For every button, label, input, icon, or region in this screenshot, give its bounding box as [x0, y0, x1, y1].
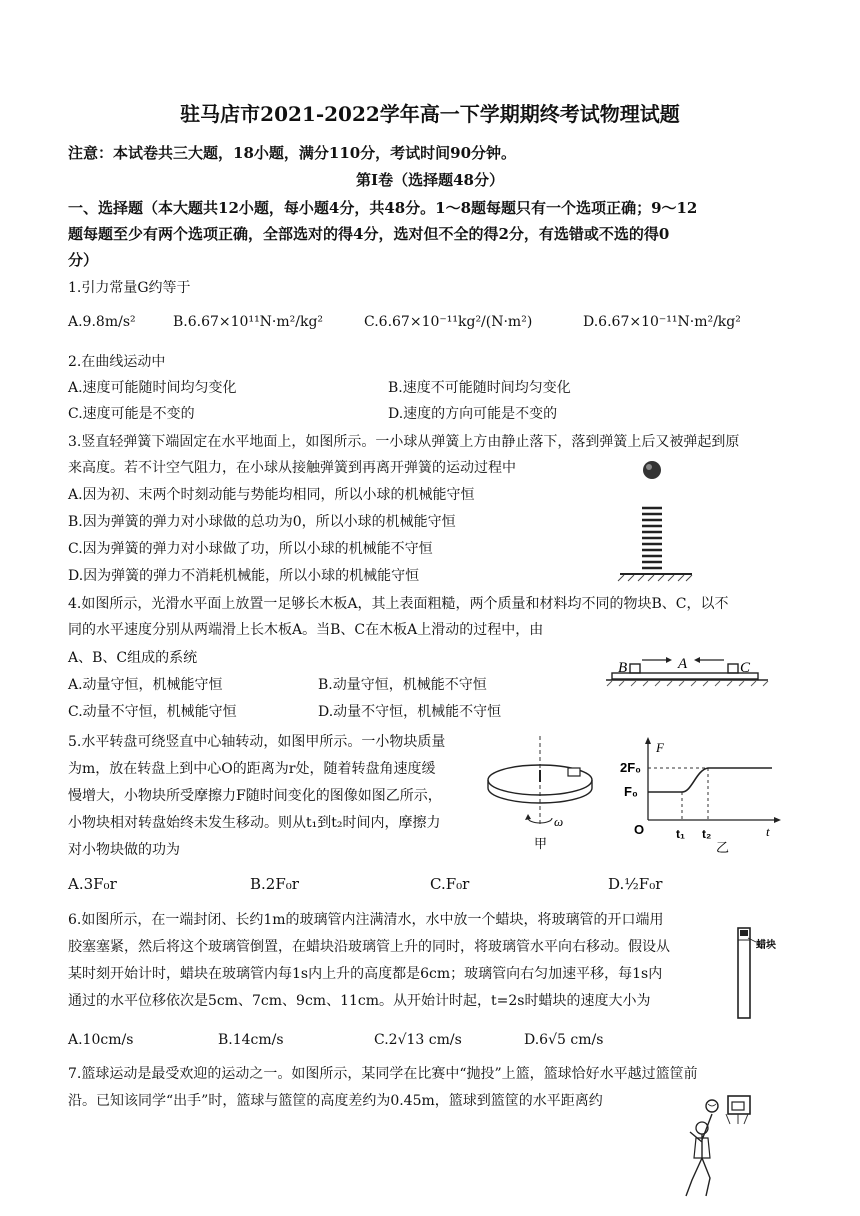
part1-heading: 第Ⅰ卷（选择题48分） — [356, 171, 504, 189]
q4-option-b: B.动量守恒，机械能不守恒 — [318, 677, 487, 693]
q3-option-d: D.因为弹簧的弹力不消耗机械能，所以小球的机械能守恒 — [68, 568, 420, 584]
q6-stem-line3: 某时刻开始计时，蜡块在玻璃管内每1s内上升的高度都是6cm；玻璃管向右匀加速平移，每1s内 — [68, 966, 663, 982]
section1-heading-line3: 分） — [68, 251, 99, 269]
board-blocks-figure — [604, 648, 780, 700]
q5-stem-line1: 5.水平转盘可绕竖直中心轴转动，如图甲所示。一小物块质量 — [68, 734, 446, 750]
q4-stem-line1: 4.如图所示，光滑水平面上放置一足够长木板A，其上表面粗糙，两个质量和材料均不同的物块B、C，以不 — [68, 596, 729, 612]
label-2f0: 2F₀ — [620, 760, 642, 775]
q1-option-c: C.6.67×10⁻¹¹kg²/(N·m²) — [364, 314, 533, 330]
q6-stem-line2: 胶塞塞紧，然后将这个玻璃管倒置，在蜡块沿玻璃管上升的同时，将玻璃管水平向右移动。假设从 — [68, 939, 670, 955]
q5-stem-line3: 慢增大，小物块所受摩擦力F随时间变化的图像如图乙所示， — [68, 788, 442, 804]
q3-stem-line2: 来高度。若不计空气阻力，在小球从接触弹簧到再离开弹簧的运动过程中 — [68, 460, 516, 476]
q3-stem-line1: 3.竖直轻弹簧下端固定在水平地面上，如图所示。一小球从弹簧上方由静止落下，落到弹簧上后又被弹起到原 — [68, 434, 740, 450]
label-f0: F₀ — [624, 784, 638, 799]
q2-option-d: D.速度的方向可能是不变的 — [388, 406, 558, 422]
q2-option-b: B.速度不可能随时间均匀变化 — [388, 380, 571, 396]
q6-option-c: C.2√13 cm/s — [374, 1032, 462, 1048]
q6-option-b: B.14cm/s — [218, 1032, 284, 1048]
q4-stem-line2: 同的水平速度分别从两端滑上长木板A。当B、C在木板A上滑动的过程中，由 — [68, 622, 544, 638]
q1-option-b: B.6.67×10¹¹N·m²/kg² — [173, 314, 324, 330]
q7-stem-line2: 沿。已知该同学“出手”时，篮球与篮筐的高度差约为0.45m，篮球到篮筐的水平距离约 — [68, 1093, 603, 1109]
label-jia: 甲 — [534, 836, 548, 851]
q4-stem-line3: A、B、C组成的系统 — [68, 650, 198, 666]
q3-option-a: A.因为初、末两个时刻动能与势能均相同，所以小球的机械能守恒 — [68, 487, 475, 503]
label-c: C — [740, 660, 751, 676]
label-b: B — [618, 660, 628, 676]
q6-option-a: A.10cm/s — [68, 1032, 134, 1048]
q5-option-b: B.2F₀r — [250, 875, 299, 893]
q3-option-b: B.因为弹簧的弹力对小球做的总功为0，所以小球的机械能守恒 — [68, 514, 456, 530]
q1-stem: 1.引力常量G约等于 — [68, 280, 191, 296]
section1-heading-line1: 一、选择题（本大题共12小题，每小题4分，共48分。1～8题每题只有一个选项正确；9～12 — [68, 199, 698, 217]
label-a: A — [678, 656, 688, 672]
q5-stem-line2: 为m，放在转盘上到中心O的距离为r处，随着转盘角速度缓 — [68, 761, 436, 777]
q2-option-a: A.速度可能随时间均匀变化 — [68, 380, 237, 396]
label-t-axis: t — [766, 824, 770, 839]
q2-option-c: C.速度可能是不变的 — [68, 406, 195, 422]
label-f-axis: F — [656, 740, 664, 755]
q6-stem-line1: 6.如图所示，在一端封闭、长约1m的玻璃管内注满清水，水中放一个蜡块，将玻璃管的开口端用 — [68, 912, 664, 928]
q3-option-c: C.因为弹簧的弹力对小球做了功，所以小球的机械能不守恒 — [68, 541, 433, 557]
label-t2: t₂ — [702, 827, 712, 841]
label-t1: t₁ — [676, 827, 685, 841]
q7-stem-line1: 7.篮球运动是最受欢迎的运动之一。如图所示，某同学在比赛中“抛投”上篮，篮球恰好水平越过篮筐前 — [68, 1066, 698, 1082]
q1-option-a: A.9.8m/s² — [68, 314, 136, 330]
q6-option-d: D.6√5 cm/s — [524, 1032, 604, 1048]
q1-option-d: D.6.67×10⁻¹¹N·m²/kg² — [583, 314, 741, 330]
label-wax-block: 蜡块 — [756, 940, 776, 951]
basketball-player-figure — [672, 1092, 782, 1204]
q4-option-a: A.动量守恒，机械能守恒 — [68, 677, 223, 693]
label-origin: O — [634, 822, 645, 837]
q5-option-a: A.3F₀r — [68, 875, 117, 893]
glass-tube-figure — [728, 918, 794, 1022]
q2-stem: 2.在曲线运动中 — [68, 354, 166, 370]
turntable-figure — [484, 730, 794, 856]
q5-stem-line4: 小物块相对转盘始终未发生移动。则从t₁到t₂时间内，摩擦力 — [68, 815, 441, 831]
q4-option-d: D.动量不守恒，机械能不守恒 — [318, 704, 502, 720]
exam-notice: 注意：本试卷共三大题，18小题，满分110分，考试时间90分钟。 — [68, 144, 517, 162]
q5-option-c: C.F₀r — [430, 875, 470, 893]
spring-ball-figure — [612, 452, 702, 584]
label-omega: ω — [554, 814, 564, 829]
section1-heading-line2: 题每题至少有两个选项正确，全部选对的得4分，选对但不全的得2分，有选错或不选的得0 — [68, 225, 670, 243]
q5-stem-line5: 对小物块做的功为 — [68, 842, 180, 858]
label-yi: 乙 — [716, 840, 730, 855]
exam-title: 驻马店市2021-2022学年高一下学期期终考试物理试题 — [180, 102, 680, 126]
q5-option-d: D.½F₀r — [608, 875, 663, 893]
q6-stem-line4: 通过的水平位移依次是5cm、7cm、9cm、11cm。从开始计时起，t=2s时蜡块的速度大小为 — [68, 993, 651, 1009]
q4-option-c: C.动量不守恒，机械能守恒 — [68, 704, 237, 720]
